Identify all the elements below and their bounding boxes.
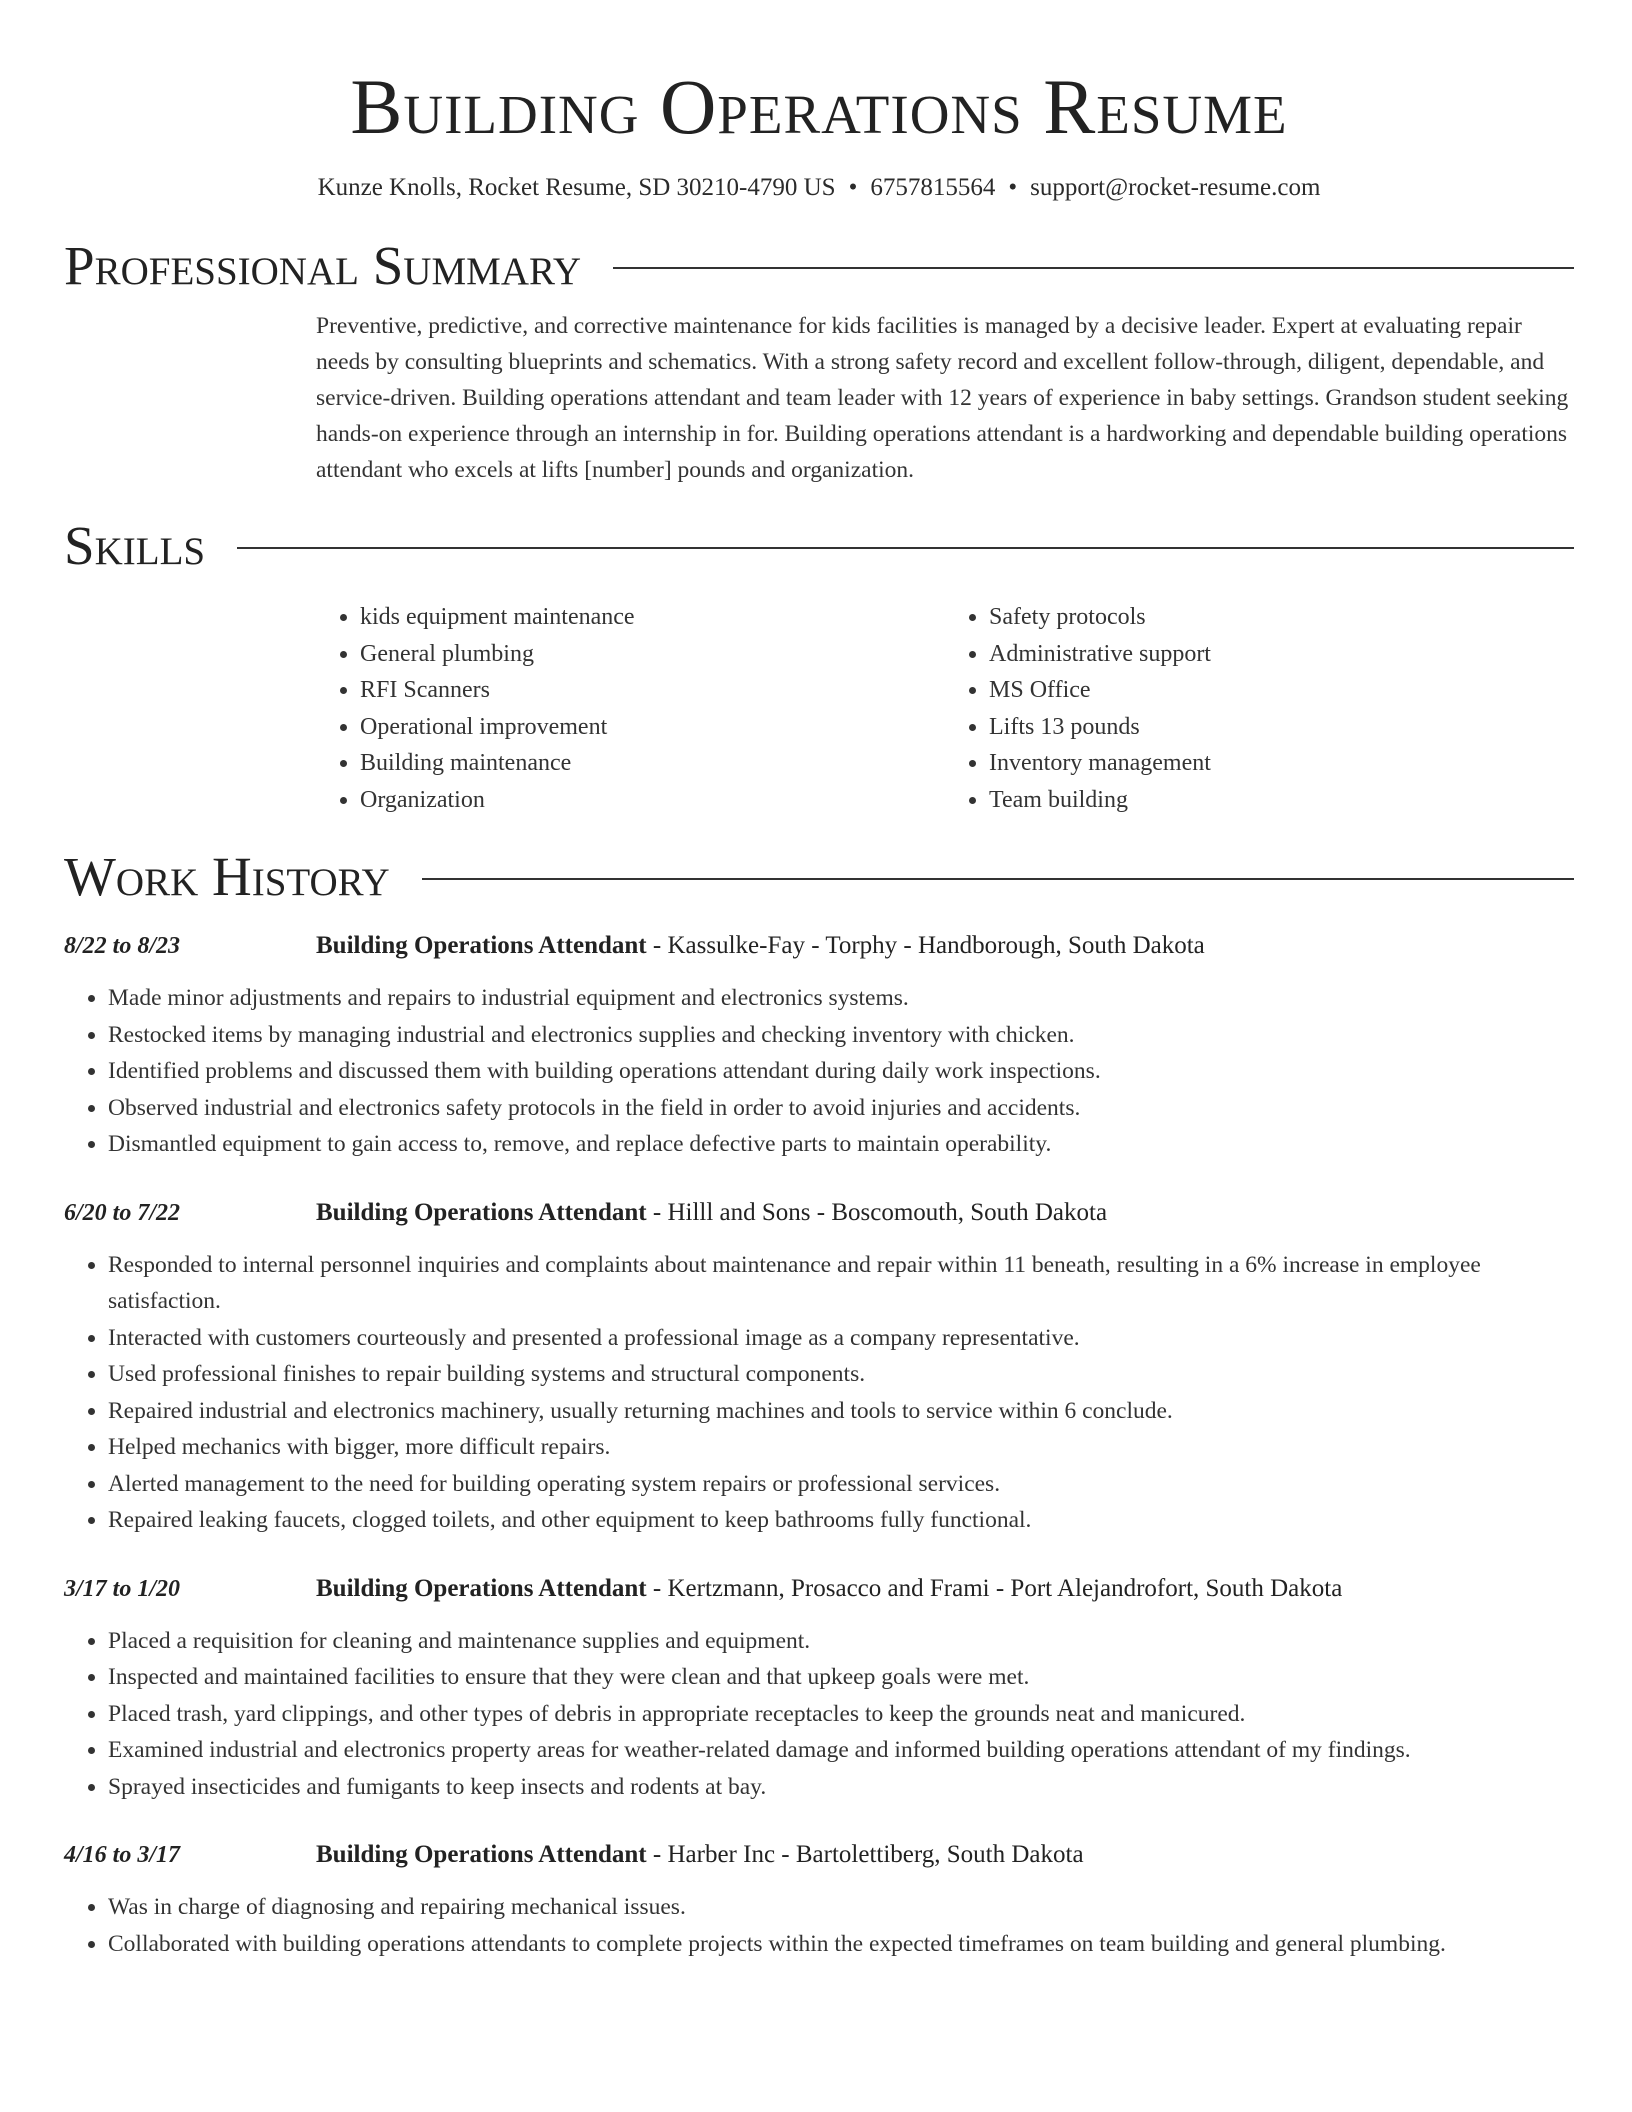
job-header — [316, 1571, 1574, 1607]
job-bullet: • Inspected and maintained facilities to ensure that they were clean and that upkeep goals were met. — [108, 1659, 1574, 1696]
contact-address: Kunze Knolls, Rocket Resume, SD 30210-4790 US — [317, 174, 836, 201]
job-bullet: • Repaired leaking faucets, clogged toilets, and other equipment to keep bathrooms fully functional. — [108, 1502, 1574, 1539]
skill-item: • Building maintenance — [360, 745, 945, 782]
job-title: Building Operations Attendant — [316, 1574, 647, 1602]
skill-item: • Operational improvement — [360, 709, 945, 746]
job-header — [316, 1195, 1574, 1231]
skills-section-header — [64, 511, 1574, 581]
skills-heading: Skills — [64, 515, 206, 576]
skill-item: • Inventory management — [989, 745, 1574, 782]
job-bullet: • Used professional finishes to repair building systems and structural components. — [108, 1356, 1574, 1393]
summary-text: Preventive, predictive, and corrective maintenance for kids facilities is managed by a decisive leader. Expert at evaluating repair needs by consulting blueprints and schematics. With a strong safety record and excellent follow-through, diligent, dependable, and service-driven. Building operations attendant and team leader with 12 years of experience in baby settings. Grandson student seeking hands-on experience through an internship in for. Building operations attendant is a hardworking and dependable building operations attendant who excels at lifts [number] pounds and organization. — [316, 313, 1569, 483]
contact-line — [64, 172, 1574, 204]
contact-phone: 6757815564 — [870, 174, 996, 201]
job-bullet: • Interacted with customers courteously and presented a professional image as a company representative. — [108, 1320, 1574, 1357]
job-bullet: • Responded to internal personnel inquiries and complaints about maintenance and repair within 11 beneath, resulting in a 6% increase in employee satisfaction. — [108, 1247, 1574, 1320]
skill-item: • General plumbing — [360, 636, 945, 673]
job-bullet: • Placed trash, yard clippings, and other types of debris in appropriate receptacles to keep the grounds neat and manicured. — [108, 1696, 1574, 1733]
job-bullet: • Observed industrial and electronics safety protocols in the field in order to avoid injuries and accidents. — [108, 1090, 1574, 1127]
skill-item: • Administrative support — [989, 636, 1574, 673]
job-bullet: • Dismantled equipment to gain access to, remove, and replace defective parts to maintain operability. — [108, 1126, 1574, 1163]
job-bullet: • Repaired industrial and electronics machinery, usually returning machines and tools to service within 6 conclude. — [108, 1393, 1574, 1430]
skills-column-left — [316, 599, 945, 818]
contact-email: support@rocket-resume.com — [1030, 174, 1321, 201]
job-bullet-list — [64, 1247, 1574, 1539]
resume-page — [64, 0, 1574, 1962]
job-bullet-list — [64, 1623, 1574, 1806]
job-entry — [64, 1571, 1574, 1806]
skill-item: • RFI Scanners — [360, 672, 945, 709]
work-heading: Work History — [64, 846, 390, 907]
job-bullet: • Alerted management to the need for building operating system repairs or professional services. — [108, 1466, 1574, 1503]
skill-item: • Safety protocols — [989, 599, 1574, 636]
job-title: Building Operations Attendant — [316, 1841, 647, 1868]
job-bullet: • Identified problems and discussed them with building operations attendant during daily work inspections. — [108, 1053, 1574, 1090]
job-bullet-list — [64, 980, 1574, 1163]
job-dates: 6/20 to 7/22 — [64, 1199, 181, 1226]
job-entry — [64, 1837, 1574, 1962]
job-employer-location: - Harber Inc - Bartolettiberg, South Dakota — [646, 1841, 1084, 1868]
job-header — [316, 928, 1574, 964]
job-employer-location: - Kassulke-Fay - Torphy - Handborough, South Dakota — [646, 932, 1205, 959]
job-employer-location: - Hilll and Sons - Boscomouth, South Dakota — [646, 1198, 1108, 1226]
summary-heading: Professional Summary — [64, 235, 582, 296]
job-bullet: • Restocked items by managing industrial and electronics supplies and checking inventory with chicken. — [108, 1017, 1574, 1054]
job-title: Building Operations Attendant — [316, 932, 647, 959]
skill-item: • Team building — [989, 782, 1574, 819]
job-bullet: • Made minor adjustments and repairs to industrial equipment and electronics systems. — [108, 980, 1574, 1017]
skills-list — [316, 599, 1574, 818]
resume-title: Building Operations Resume — [350, 63, 1288, 150]
section-divider — [422, 878, 1574, 880]
contact-separator: • — [1008, 174, 1018, 201]
skill-item: • kids equipment maintenance — [360, 599, 945, 636]
skill-item: • Organization — [360, 782, 945, 819]
job-bullet: • Was in charge of diagnosing and repairing mechanical issues. — [108, 1889, 1574, 1926]
job-bullet: • Helped mechanics with bigger, more difficult repairs. — [108, 1429, 1574, 1466]
job-entry — [64, 928, 1574, 1163]
job-employer-location: - Kertzmann, Prosacco and Frami - Port Alejandrofort, South Dakota — [646, 1574, 1343, 1602]
skill-item: • Lifts 13 pounds — [989, 709, 1574, 746]
job-bullet: • Sprayed insecticides and fumigants to keep insects and rodents at bay. — [108, 1769, 1574, 1806]
skills-column-right — [945, 599, 1574, 818]
job-dates: 8/22 to 8/23 — [64, 933, 181, 959]
job-dates: 3/17 to 1/20 — [64, 1575, 181, 1602]
contact-separator: • — [848, 174, 858, 201]
skill-item: • MS Office — [989, 672, 1574, 709]
job-title: Building Operations Attendant — [316, 1198, 647, 1226]
job-bullet: • Placed a requisition for cleaning and maintenance supplies and equipment. — [108, 1623, 1574, 1660]
section-divider — [237, 547, 1574, 549]
job-header — [316, 1837, 1574, 1873]
section-divider — [613, 267, 1574, 269]
work-section-header — [64, 842, 1574, 912]
job-bullet: • Examined industrial and electronics property areas for weather-related damage and informed building operations attendant of my findings. — [108, 1732, 1574, 1769]
job-bullet-list — [64, 1889, 1574, 1962]
summary-section-header — [64, 231, 1574, 301]
job-dates: 4/16 to 3/17 — [64, 1842, 181, 1868]
job-bullet: • Collaborated with building operations attendants to complete projects within the expected timeframes on team building and general plumbing. — [108, 1926, 1574, 1963]
job-entry — [64, 1195, 1574, 1539]
